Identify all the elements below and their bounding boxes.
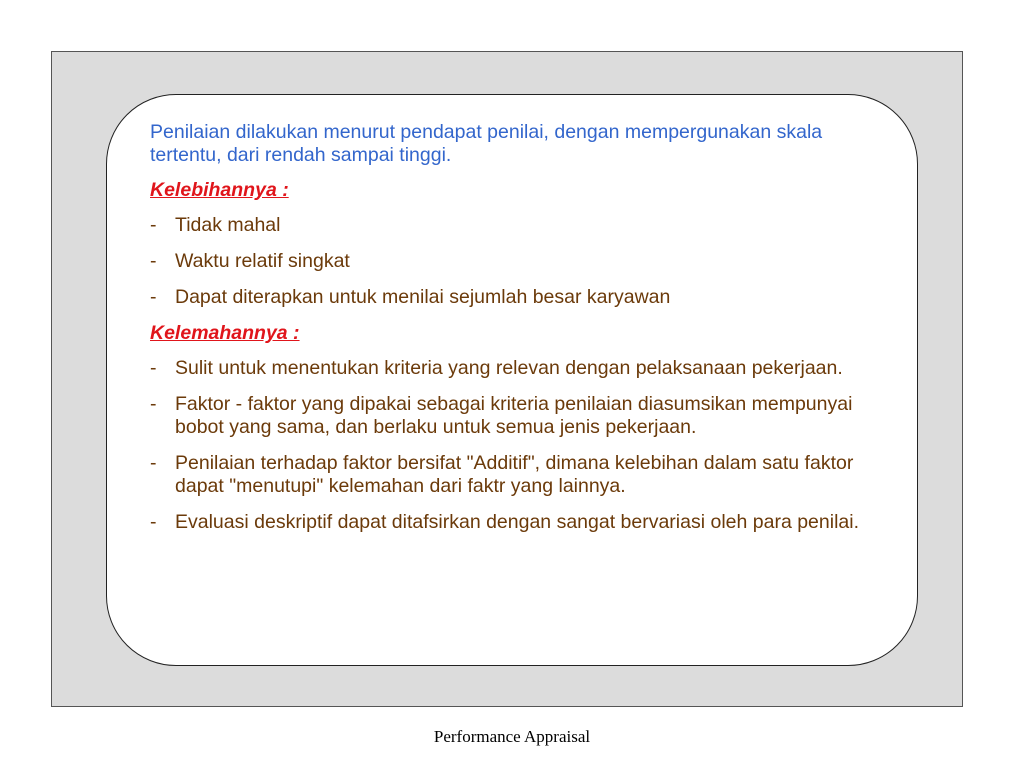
list-item-text: Waktu relatif singkat (175, 250, 350, 272)
bullet-dash: - (150, 214, 157, 236)
list-item-text: Dapat diterapkan untuk menilai sejumlah besar karyawan (175, 286, 671, 308)
bullet-dash: - (150, 393, 157, 415)
disadvantages-list (150, 357, 890, 534)
slide-content (150, 121, 890, 547)
bullet-dash: - (150, 286, 157, 308)
list-item (150, 250, 890, 273)
list-item (150, 452, 890, 498)
intro-text: Penilaian dilakukan menurut pendapat penilai, dengan mempergunakan skala tertentu, dari rendah sampai tinggi. (150, 121, 823, 166)
list-item-text: Tidak mahal (175, 214, 281, 236)
list-item (150, 511, 890, 534)
list-item-text: Penilaian terhadap faktor bersifat "Additif", dimana kelebihan dalam satu faktor dapat "menutupi" kelemahan dari faktr yang lainnya. (175, 452, 854, 497)
list-item (150, 286, 890, 309)
list-item (150, 393, 890, 439)
bullet-dash: - (150, 511, 157, 533)
advantages-list (150, 214, 890, 309)
bullet-dash: - (150, 452, 157, 474)
list-item-text: Sulit untuk menentukan kriteria yang relevan dengan pelaksanaan pekerjaan. (175, 357, 843, 379)
list-item-text: Evaluasi deskriptif dapat ditafsirkan dengan sangat bervariasi oleh para penilai. (175, 511, 860, 533)
list-item-text: Faktor - faktor yang dipakai sebagai kriteria penilaian diasumsikan mempunyai bobot yang sama, dan berlaku untuk semua jenis pekerjaan. (175, 393, 853, 438)
disadvantages-heading: Kelemahannya : (150, 322, 300, 344)
bullet-dash: - (150, 250, 157, 272)
list-item (150, 357, 890, 380)
list-item (150, 214, 890, 237)
bullet-dash: - (150, 357, 157, 379)
advantages-heading: Kelebihannya : (150, 179, 289, 201)
footer-title: Performance Appraisal (433, 727, 591, 746)
